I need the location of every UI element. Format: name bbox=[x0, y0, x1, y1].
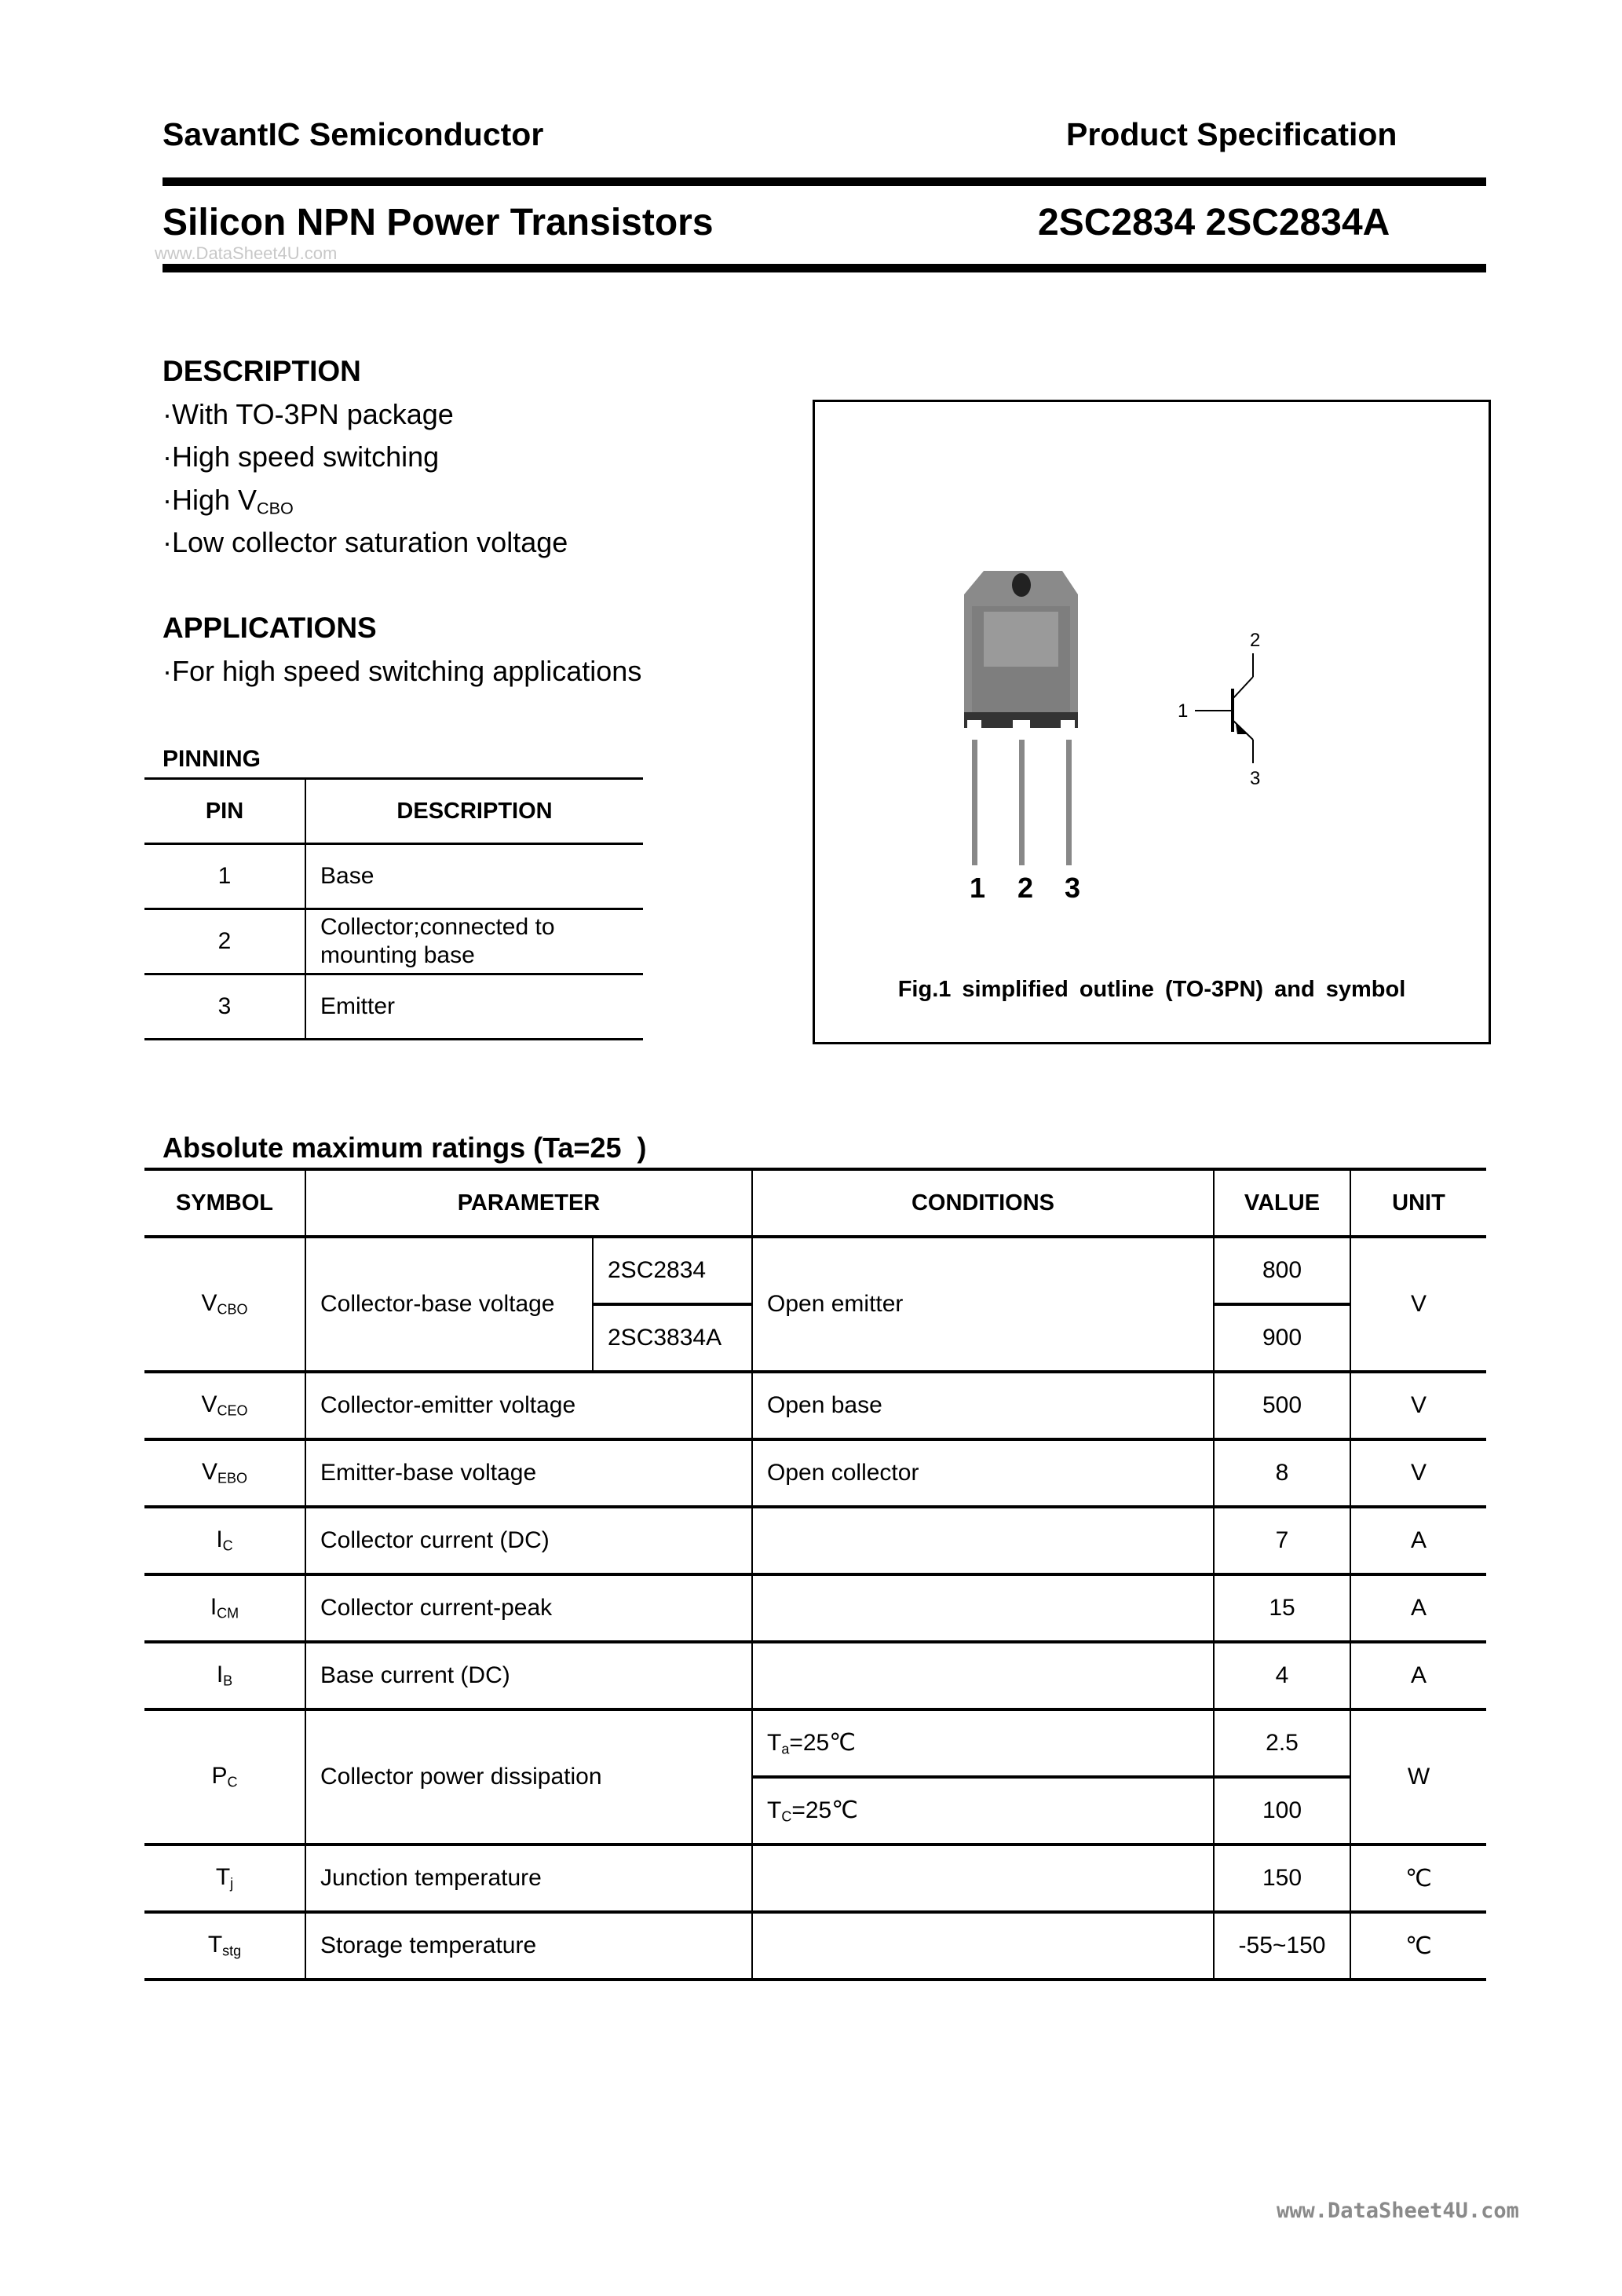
pin-number: 2 bbox=[144, 909, 305, 974]
value-cell: 2.5 bbox=[1214, 1709, 1350, 1777]
value-cell: 15 bbox=[1214, 1574, 1350, 1642]
symbol: I bbox=[216, 1662, 224, 1688]
description-item: ·With TO-3PN package bbox=[163, 398, 454, 430]
table-row bbox=[144, 1574, 1486, 1642]
title-rule bbox=[163, 264, 1486, 272]
symbol-cell bbox=[144, 1642, 305, 1709]
pin-description: Base bbox=[305, 844, 643, 909]
parameter-cell: Collector-emitter voltage bbox=[305, 1372, 752, 1439]
unit-cell: A bbox=[1350, 1507, 1486, 1574]
symbol: T bbox=[207, 1932, 223, 1958]
cond-text: =25℃ bbox=[789, 1729, 856, 1756]
conditions-cell: Open emitter bbox=[752, 1237, 1214, 1372]
value-cell: 4 bbox=[1214, 1642, 1350, 1709]
description-item: ·Low collector saturation voltage bbox=[163, 526, 568, 558]
conditions-cell bbox=[752, 1844, 1214, 1912]
symbol-cell bbox=[144, 1709, 305, 1844]
value-cell: 7 bbox=[1214, 1507, 1350, 1574]
conditions-cell bbox=[752, 1709, 1214, 1777]
pin-number: 3 bbox=[144, 974, 305, 1040]
ratings-heading: Absolute maximum ratings (Ta=25 ) bbox=[163, 1132, 647, 1164]
table-row bbox=[144, 1507, 1486, 1574]
description-item: ·High speed switching bbox=[163, 441, 440, 473]
footer-watermark: www.DataSheet4U.com bbox=[1277, 2199, 1519, 2223]
subscript: C bbox=[781, 1808, 792, 1825]
symbol: P bbox=[211, 1763, 228, 1790]
unit-cell: A bbox=[1350, 1574, 1486, 1642]
column-header: DESCRIPTION bbox=[305, 779, 643, 844]
to3pn-package-image bbox=[956, 563, 1113, 901]
table-row bbox=[144, 909, 643, 974]
symbol-emitter-label: 3 bbox=[1250, 768, 1261, 789]
part-cell: 2SC3834A bbox=[593, 1304, 752, 1372]
npn-transistor-symbol bbox=[1184, 653, 1302, 787]
subscript: CEO bbox=[217, 1402, 248, 1419]
part-cell: 2SC2834 bbox=[593, 1237, 752, 1304]
application-item: ·For high speed switching applications bbox=[163, 655, 642, 687]
table-row bbox=[144, 1237, 1486, 1304]
symbol: T bbox=[215, 1864, 231, 1891]
unit-cell: ℃ bbox=[1350, 1844, 1486, 1912]
column-header: CONDITIONS bbox=[752, 1169, 1214, 1237]
figure-box bbox=[813, 400, 1491, 1044]
parameter-cell: Junction temperature bbox=[305, 1844, 752, 1912]
symbol-cell bbox=[144, 1439, 305, 1507]
symbol-base-label: 1 bbox=[1178, 700, 1189, 722]
part-numbers: 2SC2834 2SC2834A bbox=[1038, 202, 1390, 243]
symbol: V bbox=[201, 1290, 217, 1317]
absolute-max-ratings-table bbox=[144, 1168, 1486, 1981]
header-rule bbox=[163, 177, 1486, 186]
subscript: j bbox=[230, 1875, 234, 1892]
parameter-cell: Collector power dissipation bbox=[305, 1709, 752, 1844]
subscript: EBO bbox=[217, 1470, 248, 1486]
table-row bbox=[144, 844, 643, 909]
table-row bbox=[144, 1709, 1486, 1777]
symbol: V bbox=[201, 1391, 217, 1418]
parameter-cell: Collector current-peak bbox=[305, 1574, 752, 1642]
symbol-cell bbox=[144, 1507, 305, 1574]
column-header: UNIT bbox=[1350, 1169, 1486, 1237]
company-name: SavantIC Semiconductor bbox=[163, 116, 544, 152]
table-row bbox=[144, 1372, 1486, 1439]
column-header: VALUE bbox=[1214, 1169, 1350, 1237]
pin-description: Collector;connected to mounting base bbox=[305, 909, 643, 974]
conditions-cell bbox=[752, 1507, 1214, 1574]
column-header: PARAMETER bbox=[305, 1169, 752, 1237]
figure-caption: Fig.1 simplified outline (TO-3PN) and symbol bbox=[897, 977, 1406, 1002]
column-header: PIN bbox=[144, 779, 305, 844]
subscript: C bbox=[222, 1537, 233, 1554]
table-row bbox=[144, 1642, 1486, 1709]
value-cell: 800 bbox=[1214, 1237, 1350, 1304]
subscript: C bbox=[227, 1774, 238, 1790]
cond-text: T bbox=[767, 1797, 782, 1823]
conditions-cell: Open base bbox=[752, 1372, 1214, 1439]
value-cell: 900 bbox=[1214, 1304, 1350, 1372]
description-item bbox=[163, 484, 294, 518]
unit-cell: ℃ bbox=[1350, 1912, 1486, 1980]
applications-heading: APPLICATIONS bbox=[163, 612, 377, 644]
package-pin-label: 1 bbox=[970, 872, 986, 904]
value-cell: 500 bbox=[1214, 1372, 1350, 1439]
unit-cell: V bbox=[1350, 1439, 1486, 1507]
symbol-cell bbox=[144, 1912, 305, 1980]
subscript: CBO bbox=[217, 1301, 248, 1318]
pinning-heading: PINNING bbox=[163, 746, 261, 772]
conditions-cell: Open collector bbox=[752, 1439, 1214, 1507]
subscript: stg bbox=[222, 1943, 242, 1959]
parameter-cell: Collector-base voltage bbox=[305, 1237, 593, 1372]
subscript: B bbox=[223, 1673, 233, 1689]
conditions-cell bbox=[752, 1777, 1214, 1844]
subscript: a bbox=[781, 1741, 790, 1757]
table-row bbox=[144, 1844, 1486, 1912]
table-row bbox=[144, 1912, 1486, 1980]
value-cell: 8 bbox=[1214, 1439, 1350, 1507]
symbol-cell bbox=[144, 1574, 305, 1642]
parameter-cell: Base current (DC) bbox=[305, 1642, 752, 1709]
conditions-cell bbox=[752, 1642, 1214, 1709]
unit-cell: V bbox=[1350, 1372, 1486, 1439]
description-heading: DESCRIPTION bbox=[163, 355, 361, 387]
subscript: CBO bbox=[257, 498, 294, 518]
value-cell: 100 bbox=[1214, 1777, 1350, 1844]
value-cell: 150 bbox=[1214, 1844, 1350, 1912]
symbol: I bbox=[216, 1526, 223, 1553]
symbol: I bbox=[210, 1594, 217, 1621]
document-type: Product Specification bbox=[1066, 116, 1397, 152]
parameter-cell: Storage temperature bbox=[305, 1912, 752, 1980]
pin-number: 1 bbox=[144, 844, 305, 909]
package-pin-label: 3 bbox=[1065, 872, 1081, 904]
conditions-cell bbox=[752, 1574, 1214, 1642]
parameter-cell: Emitter-base voltage bbox=[305, 1439, 752, 1507]
column-header: SYMBOL bbox=[144, 1169, 305, 1237]
subscript: CM bbox=[217, 1605, 239, 1621]
table-row bbox=[144, 974, 643, 1040]
watermark-text: www.DataSheet4U.com bbox=[155, 243, 338, 263]
pin-description: Emitter bbox=[305, 974, 643, 1040]
symbol-cell bbox=[144, 1844, 305, 1912]
value-cell: -55~150 bbox=[1214, 1912, 1350, 1980]
symbol-cell bbox=[144, 1372, 305, 1439]
package-pin-label: 2 bbox=[1017, 872, 1034, 904]
product-line-title: Silicon NPN Power Transistors bbox=[163, 202, 714, 243]
symbol-collector-label: 2 bbox=[1250, 630, 1261, 651]
unit-cell: A bbox=[1350, 1642, 1486, 1709]
unit-cell: W bbox=[1350, 1709, 1486, 1844]
parameter-cell: Collector current (DC) bbox=[305, 1507, 752, 1574]
conditions-cell bbox=[752, 1912, 1214, 1980]
pinning-table bbox=[144, 777, 643, 1040]
symbol-cell bbox=[144, 1237, 305, 1372]
symbol: V bbox=[201, 1459, 217, 1486]
cond-text: T bbox=[767, 1729, 782, 1756]
table-row bbox=[144, 1439, 1486, 1507]
cond-text: =25℃ bbox=[791, 1797, 858, 1823]
unit-cell: V bbox=[1350, 1237, 1486, 1372]
description-item-text: ·High V bbox=[163, 484, 258, 516]
